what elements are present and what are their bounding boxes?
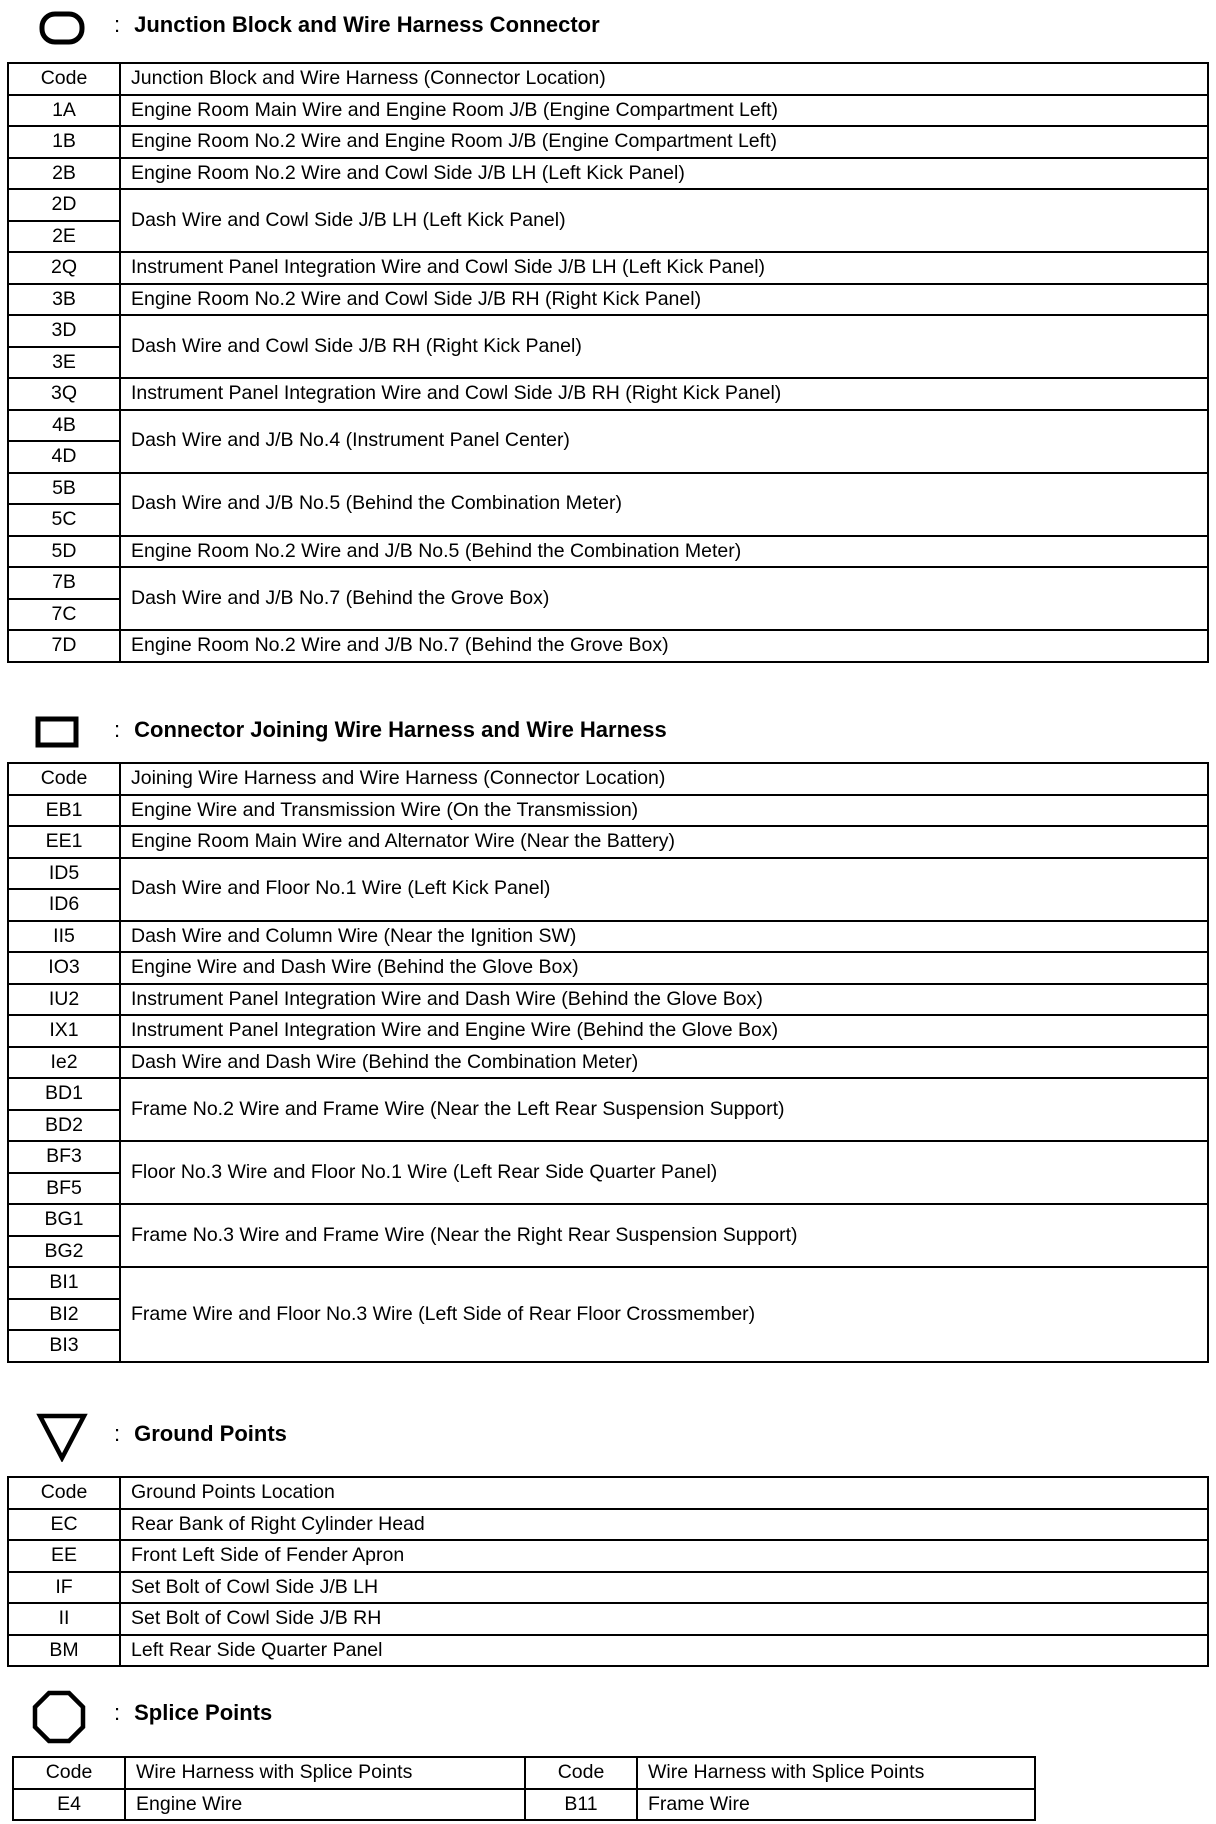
table-row bbox=[8, 1204, 1208, 1236]
code-cell: BI1 bbox=[8, 1267, 120, 1299]
ground-title-text: Ground Points bbox=[134, 1421, 287, 1446]
code-cell: BI3 bbox=[8, 1330, 120, 1362]
table-row bbox=[8, 189, 1208, 221]
splice-title-text: Splice Points bbox=[134, 1700, 273, 1725]
description-cell: Dash Wire and J/B No.7 (Behind the Grove Box) bbox=[120, 567, 1208, 630]
description-cell: Instrument Panel Integration Wire and Cowl Side J/B RH (Right Kick Panel) bbox=[120, 378, 1208, 410]
description-cell: Engine Room Main Wire and Engine Room J/B (Engine Compartment Left) bbox=[120, 95, 1208, 127]
code-cell: 5B bbox=[8, 473, 120, 505]
code-cell: II5 bbox=[8, 921, 120, 953]
code-cell: EE bbox=[8, 1540, 120, 1572]
table-row bbox=[13, 1789, 1035, 1821]
table-row bbox=[8, 315, 1208, 347]
code-cell: BD2 bbox=[8, 1110, 120, 1142]
code-cell: 5D bbox=[8, 536, 120, 568]
header-code-cell: Code bbox=[13, 1757, 125, 1789]
table-row bbox=[8, 158, 1208, 190]
header-description-cell: Wire Harness with Splice Points bbox=[637, 1757, 1035, 1789]
code-cell: EC bbox=[8, 1509, 120, 1541]
table-row bbox=[8, 284, 1208, 316]
table-row bbox=[8, 1572, 1208, 1604]
ground-table bbox=[7, 1476, 1209, 1667]
code-cell: BG1 bbox=[8, 1204, 120, 1236]
description-cell: Frame Wire and Floor No.3 Wire (Left Side of Rear Floor Crossmember) bbox=[120, 1267, 1208, 1362]
description-cell: Engine Room No.2 Wire and Cowl Side J/B LH (Left Kick Panel) bbox=[120, 158, 1208, 190]
header-code-cell: Code bbox=[8, 63, 120, 95]
description-cell: Frame No.2 Wire and Frame Wire (Near the Left Rear Suspension Support) bbox=[120, 1078, 1208, 1141]
table-row bbox=[8, 952, 1208, 984]
connector-table bbox=[7, 762, 1209, 1363]
code-cell: IF bbox=[8, 1572, 120, 1604]
code-cell: 3B bbox=[8, 284, 120, 316]
header-description-cell: Junction Block and Wire Harness (Connector Location) bbox=[120, 63, 1208, 95]
table-row bbox=[8, 473, 1208, 505]
rounded-rectangle-icon bbox=[38, 10, 86, 51]
description-cell: Frame Wire bbox=[637, 1789, 1035, 1821]
triangle-icon bbox=[36, 1412, 88, 1467]
table-row bbox=[8, 858, 1208, 890]
code-cell: BM bbox=[8, 1635, 120, 1667]
description-cell: Rear Bank of Right Cylinder Head bbox=[120, 1509, 1208, 1541]
code-cell: 1A bbox=[8, 95, 120, 127]
table-row bbox=[8, 410, 1208, 442]
code-cell: 7D bbox=[8, 630, 120, 662]
table-row bbox=[8, 1603, 1208, 1635]
header-code-cell: Code bbox=[8, 763, 120, 795]
table-row bbox=[8, 921, 1208, 953]
header-description-cell: Ground Points Location bbox=[120, 1477, 1208, 1509]
description-cell: Dash Wire and J/B No.5 (Behind the Combination Meter) bbox=[120, 473, 1208, 536]
description-cell: Frame No.3 Wire and Frame Wire (Near the Right Rear Suspension Support) bbox=[120, 1204, 1208, 1267]
colon: : bbox=[114, 1700, 121, 1725]
description-cell: Dash Wire and Floor No.1 Wire (Left Kick Panel) bbox=[120, 858, 1208, 921]
colon: : bbox=[114, 1421, 121, 1446]
colon: : bbox=[114, 12, 121, 37]
junction-section-title bbox=[114, 12, 600, 38]
code-cell: BF5 bbox=[8, 1173, 120, 1205]
junction-title-text: Junction Block and Wire Harness Connector bbox=[134, 12, 600, 37]
table-row bbox=[8, 1047, 1208, 1079]
code-cell: 2E bbox=[8, 221, 120, 253]
code-cell: 3E bbox=[8, 347, 120, 379]
description-cell: Engine Room Main Wire and Alternator Wire (Near the Battery) bbox=[120, 826, 1208, 858]
code-cell: BF3 bbox=[8, 1141, 120, 1173]
description-cell: Dash Wire and J/B No.4 (Instrument Panel Center) bbox=[120, 410, 1208, 473]
connector-title-text: Connector Joining Wire Harness and Wire Harness bbox=[134, 717, 667, 742]
table-header-row bbox=[8, 763, 1208, 795]
code-cell: BG2 bbox=[8, 1236, 120, 1268]
table-row bbox=[8, 795, 1208, 827]
code-cell: 2D bbox=[8, 189, 120, 221]
code-cell: II bbox=[8, 1603, 120, 1635]
header-code-cell: Code bbox=[525, 1757, 637, 1789]
table-row bbox=[8, 95, 1208, 127]
rectangle-icon bbox=[34, 714, 82, 755]
code-cell: 2B bbox=[8, 158, 120, 190]
code-cell: 7C bbox=[8, 599, 120, 631]
octagon-icon bbox=[32, 1690, 86, 1749]
table-row bbox=[8, 984, 1208, 1016]
table-row bbox=[8, 536, 1208, 568]
colon: : bbox=[114, 717, 121, 742]
description-cell: Dash Wire and Cowl Side J/B RH (Right Kick Panel) bbox=[120, 315, 1208, 378]
table-row bbox=[8, 1015, 1208, 1047]
table-row bbox=[8, 252, 1208, 284]
table-row bbox=[8, 1509, 1208, 1541]
description-cell: Engine Room No.2 Wire and J/B No.5 (Behind the Combination Meter) bbox=[120, 536, 1208, 568]
code-cell: IO3 bbox=[8, 952, 120, 984]
table-header-row bbox=[8, 1477, 1208, 1509]
description-cell: Instrument Panel Integration Wire and Dash Wire (Behind the Glove Box) bbox=[120, 984, 1208, 1016]
table-row bbox=[8, 1078, 1208, 1110]
ground-section-title bbox=[114, 1421, 287, 1447]
code-cell: E4 bbox=[13, 1789, 125, 1821]
table-row bbox=[8, 1540, 1208, 1572]
junction-table bbox=[7, 62, 1209, 663]
description-cell: Engine Wire and Transmission Wire (On the Transmission) bbox=[120, 795, 1208, 827]
code-cell: 4D bbox=[8, 441, 120, 473]
code-cell: ID6 bbox=[8, 889, 120, 921]
code-cell: BD1 bbox=[8, 1078, 120, 1110]
code-cell: Ie2 bbox=[8, 1047, 120, 1079]
header-description-cell: Joining Wire Harness and Wire Harness (Connector Location) bbox=[120, 763, 1208, 795]
table-row bbox=[8, 126, 1208, 158]
code-cell: ID5 bbox=[8, 858, 120, 890]
code-cell: 4B bbox=[8, 410, 120, 442]
code-cell: 5C bbox=[8, 504, 120, 536]
splice-section-title bbox=[114, 1700, 272, 1726]
description-cell: Left Rear Side Quarter Panel bbox=[120, 1635, 1208, 1667]
code-cell: 2Q bbox=[8, 252, 120, 284]
connector-section-title bbox=[114, 717, 667, 743]
table-row bbox=[8, 826, 1208, 858]
header-code-cell: Code bbox=[8, 1477, 120, 1509]
splice-table bbox=[12, 1756, 1036, 1821]
table-row bbox=[8, 1267, 1208, 1299]
description-cell: Set Bolt of Cowl Side J/B RH bbox=[120, 1603, 1208, 1635]
description-cell: Engine Room No.2 Wire and J/B No.7 (Behind the Grove Box) bbox=[120, 630, 1208, 662]
table-header-row bbox=[8, 63, 1208, 95]
description-cell: Engine Room No.2 Wire and Cowl Side J/B RH (Right Kick Panel) bbox=[120, 284, 1208, 316]
description-cell: Dash Wire and Cowl Side J/B LH (Left Kick Panel) bbox=[120, 189, 1208, 252]
table-row bbox=[8, 1635, 1208, 1667]
description-cell: Engine Wire bbox=[125, 1789, 525, 1821]
header-description-cell: Wire Harness with Splice Points bbox=[125, 1757, 525, 1789]
code-cell: 3Q bbox=[8, 378, 120, 410]
description-cell: Front Left Side of Fender Apron bbox=[120, 1540, 1208, 1572]
code-cell: 7B bbox=[8, 567, 120, 599]
code-cell: B11 bbox=[525, 1789, 637, 1821]
table-row bbox=[8, 567, 1208, 599]
description-cell: Floor No.3 Wire and Floor No.1 Wire (Left Rear Side Quarter Panel) bbox=[120, 1141, 1208, 1204]
description-cell: Instrument Panel Integration Wire and Cowl Side J/B LH (Left Kick Panel) bbox=[120, 252, 1208, 284]
code-cell: IU2 bbox=[8, 984, 120, 1016]
code-cell: 1B bbox=[8, 126, 120, 158]
table-row bbox=[8, 630, 1208, 662]
code-cell: IX1 bbox=[8, 1015, 120, 1047]
code-cell: EE1 bbox=[8, 826, 120, 858]
table-row bbox=[8, 1141, 1208, 1173]
description-cell: Engine Wire and Dash Wire (Behind the Glove Box) bbox=[120, 952, 1208, 984]
code-cell: EB1 bbox=[8, 795, 120, 827]
description-cell: Instrument Panel Integration Wire and Engine Wire (Behind the Glove Box) bbox=[120, 1015, 1208, 1047]
description-cell: Engine Room No.2 Wire and Engine Room J/B (Engine Compartment Left) bbox=[120, 126, 1208, 158]
table-row bbox=[8, 378, 1208, 410]
code-cell: 3D bbox=[8, 315, 120, 347]
table-header-row bbox=[13, 1757, 1035, 1789]
code-cell: BI2 bbox=[8, 1299, 120, 1331]
description-cell: Set Bolt of Cowl Side J/B LH bbox=[120, 1572, 1208, 1604]
description-cell: Dash Wire and Column Wire (Near the Ignition SW) bbox=[120, 921, 1208, 953]
description-cell: Dash Wire and Dash Wire (Behind the Combination Meter) bbox=[120, 1047, 1208, 1079]
